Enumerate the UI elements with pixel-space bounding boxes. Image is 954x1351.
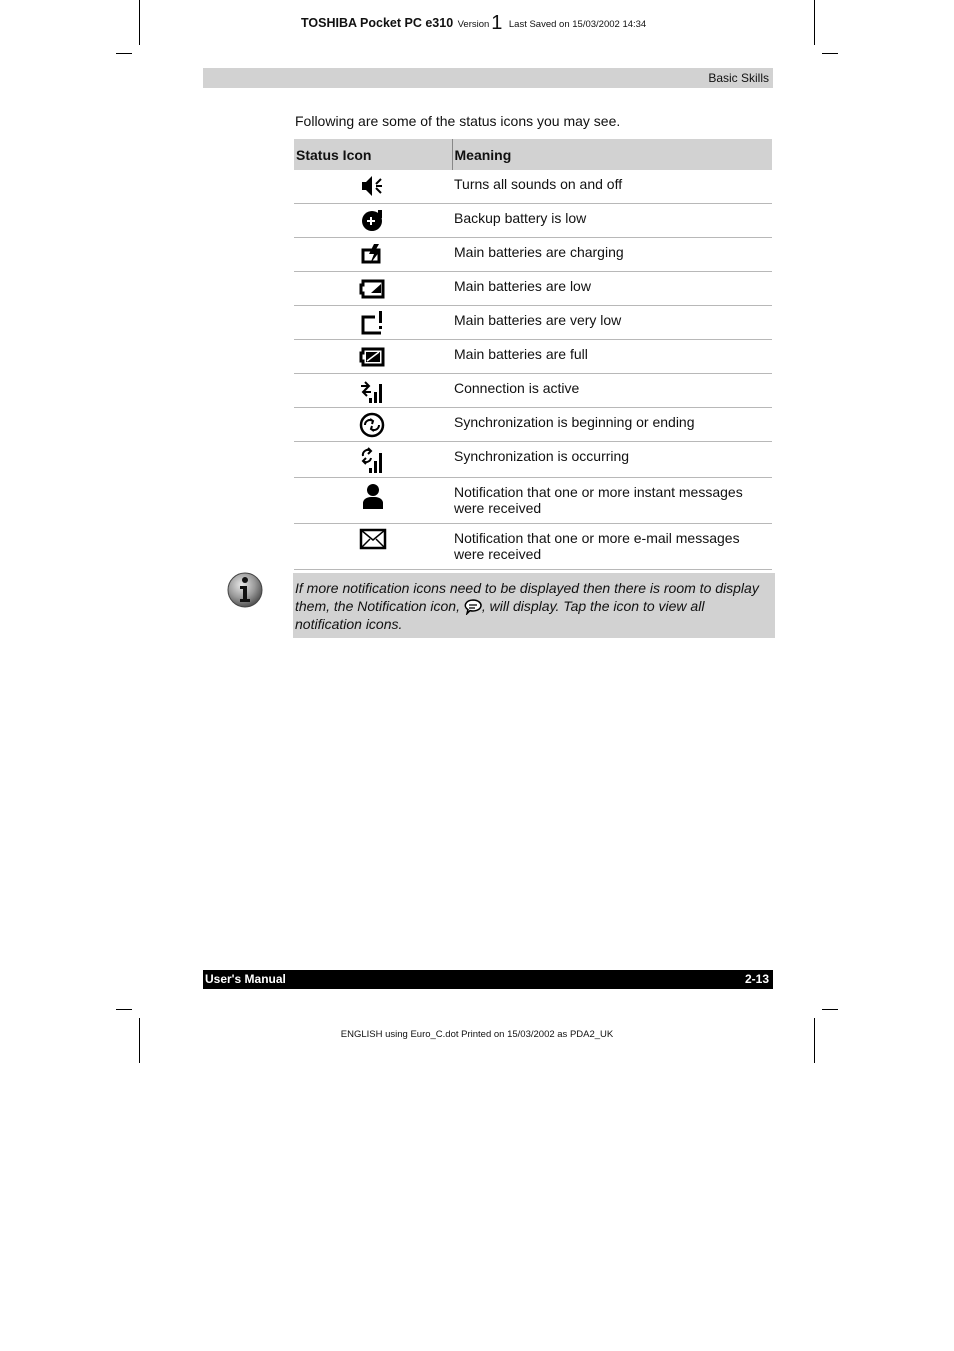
print-info: ENGLISH using Euro_C.dot Printed on 15/03/2002 as PDA2_UK	[340, 1029, 614, 1040]
version-label: Version	[457, 19, 490, 30]
row-meaning: Synchronization is occurring	[452, 442, 772, 478]
note-text-part1: If more notification icons need to be displayed then there is room to display them, the Notification icon,	[295, 580, 759, 614]
crop-mark	[822, 1009, 838, 1010]
table-row	[294, 238, 772, 272]
table-row	[294, 306, 772, 340]
section-bar	[203, 68, 773, 88]
crop-mark	[822, 53, 838, 54]
battery-very-low-icon	[359, 310, 387, 336]
email-icon	[359, 528, 387, 550]
table-row	[294, 374, 772, 408]
backup-battery-icon	[360, 208, 386, 232]
row-meaning: Main batteries are charging	[452, 238, 772, 272]
row-meaning: Connection is active	[452, 374, 772, 408]
row-meaning: Backup battery is low	[452, 204, 772, 238]
crop-mark	[139, 0, 140, 45]
footer-bar	[203, 970, 773, 989]
footer-manual-title: User's Manual	[205, 972, 286, 986]
row-meaning: Synchronization is beginning or ending	[452, 408, 772, 442]
table-row	[294, 524, 772, 570]
note-text-part2: , will display. Tap the icon to view all notification icons.	[295, 598, 705, 633]
col-header-meaning: Meaning	[452, 139, 772, 170]
crop-mark	[814, 0, 815, 45]
crop-mark	[116, 1009, 132, 1010]
notification-icon	[464, 599, 482, 615]
speaker-icon	[360, 174, 386, 198]
last-saved: Last Saved on 15/03/2002 14:34	[508, 19, 647, 30]
section-title: Basic Skills	[708, 71, 769, 85]
crop-mark	[814, 1018, 815, 1063]
instant-message-icon	[360, 482, 386, 510]
table-row	[294, 408, 772, 442]
table-row	[294, 478, 772, 524]
row-meaning: Notification that one or more instant messages were received	[452, 478, 772, 524]
battery-full-icon	[359, 344, 387, 368]
battery-charging-icon	[360, 242, 386, 266]
sync-begin-end-icon	[359, 412, 387, 438]
crop-mark	[116, 53, 132, 54]
table-row	[294, 272, 772, 306]
note-text	[295, 579, 773, 633]
product-title: TOSHIBA Pocket PC e310	[301, 16, 454, 30]
battery-low-icon	[359, 276, 387, 300]
table-row	[294, 340, 772, 374]
intro-text: Following are some of the status icons you may see.	[295, 113, 621, 129]
row-meaning: Notification that one or more e-mail messages were received	[452, 524, 772, 570]
connection-active-icon	[359, 378, 387, 404]
row-meaning: Turns all sounds on and off	[452, 170, 772, 204]
row-meaning: Main batteries are low	[452, 272, 772, 306]
table-row	[294, 442, 772, 478]
page-number: 2-13	[744, 972, 769, 986]
col-header-status-icon: Status Icon	[294, 139, 452, 170]
info-icon	[226, 571, 264, 609]
note-box	[293, 573, 775, 638]
version-number: 1	[491, 12, 503, 34]
status-icon-table	[294, 139, 772, 570]
row-meaning: Main batteries are very low	[452, 306, 772, 340]
table-row	[294, 204, 772, 238]
table-row	[294, 170, 772, 204]
sync-occurring-icon	[359, 446, 387, 474]
row-meaning: Main batteries are full	[452, 340, 772, 374]
crop-mark	[139, 1018, 140, 1063]
document-header	[301, 10, 646, 33]
table-header-row	[294, 139, 772, 170]
